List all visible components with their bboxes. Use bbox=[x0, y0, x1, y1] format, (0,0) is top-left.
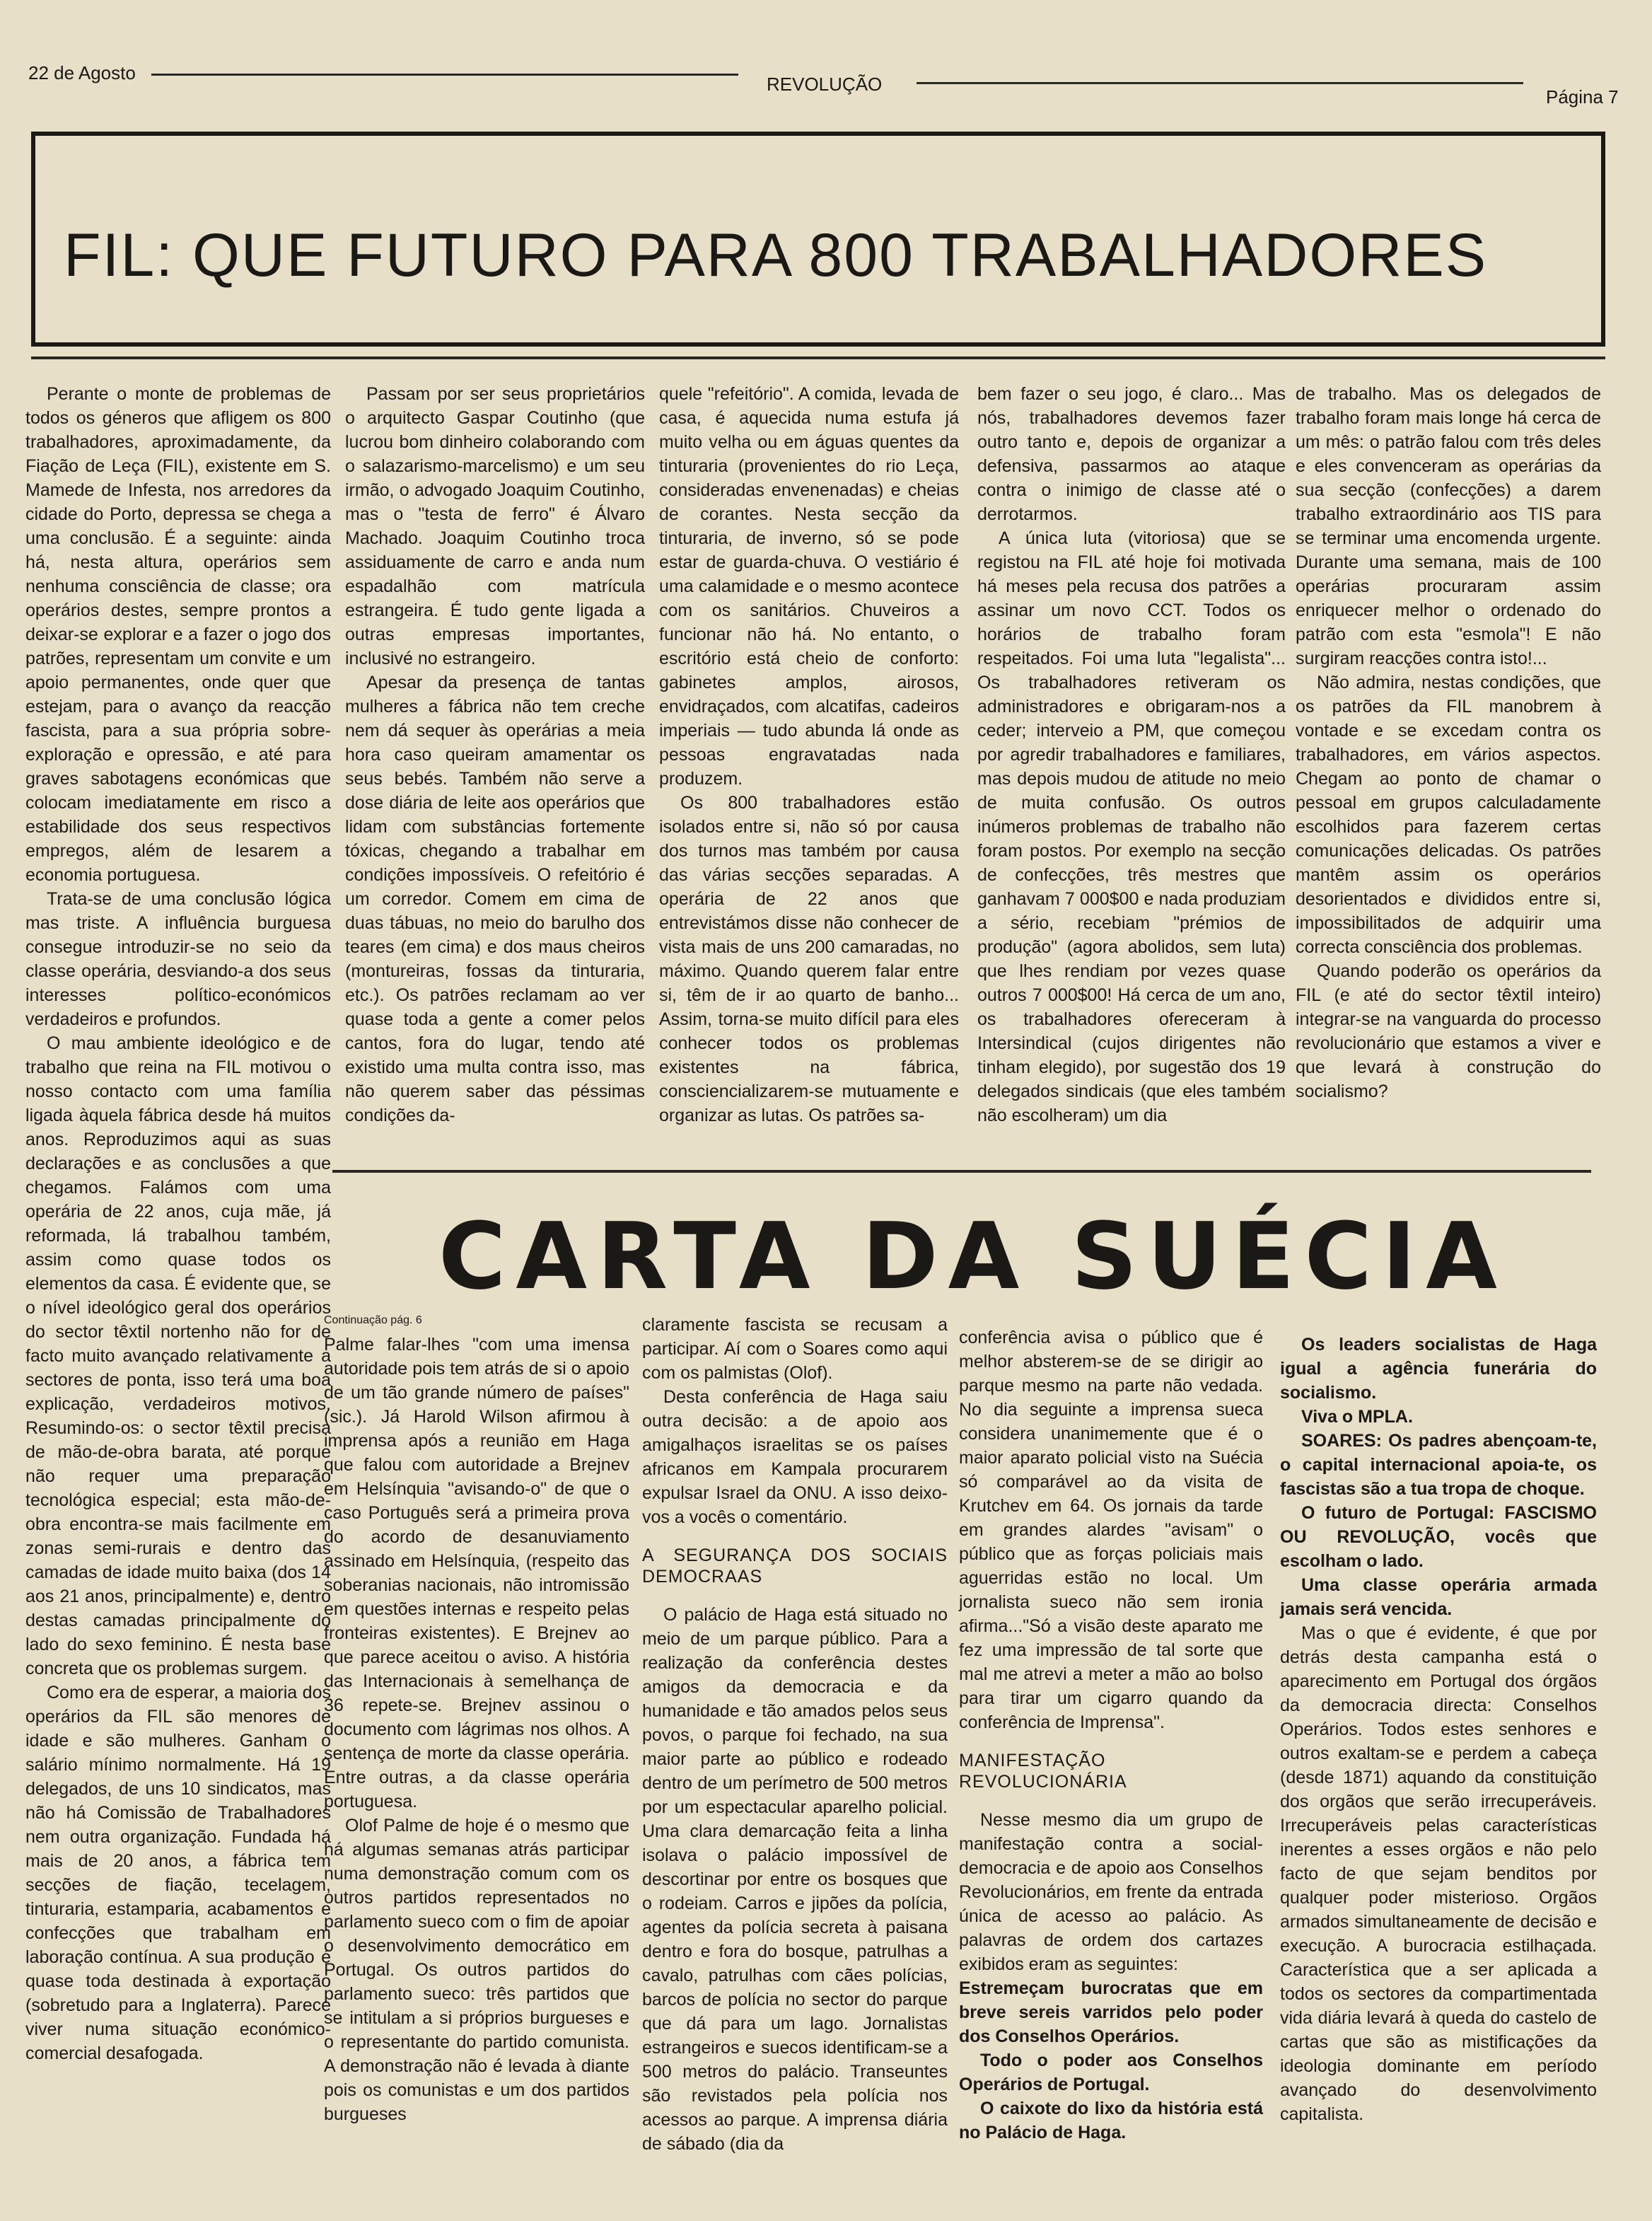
paragraph: Olof Palme de hoje é o mesmo que há algumas semanas atrás participar numa demonstração comum com os outros partidos representados no parlamento sueco com o fim de apoiar o desenvolvimento democrático em Portugal. Os outros partidos do parlamento sueco: três partidos que se intitulam a si próprios burgueses e o representante do partido comunista. A demonstração não é levada à diante pois os comunistas e um dos partidos burgueses bbox=[324, 1816, 629, 2124]
slogan: Todo o poder aos Conselhos Operários de Portugal. bbox=[959, 2051, 1263, 2094]
paragraph: Palme falar-lhes "com uma imensa autoridade pois tem atrás de si o apoio de um tão grande número de países" (sic.). Já Harold Wilson afirmou à imprensa após a reunião em Haga que falou com autoridade a Brejnev em Helsínquia "avisando-o" de que o caso Português será a primeira prova do acordo de desanuviamento assinado em Helsínquia, (respeito das soberanias nacionais, não intromissão em questões internas e respeito pelas fronteiras existentes). E Brejnev ao que parece aceitou o aviso. A história das Internacionais à semelhança de 36 repete-se. Brejnev assinou o documento com lágrimas nos olhos. A sentença de morte da classe operária. Entre outras, a da classe operária portuguesa. bbox=[324, 1335, 629, 1811]
slogan: O futuro de Portugal: FASCISMO OU REVOLUÇÃO, vocês que escolham o lado. bbox=[1280, 1503, 1597, 1571]
header-rule-right bbox=[917, 82, 1523, 84]
paragraph: Nesse mesmo dia um grupo de manifestação contra a social-democracia e de apoio aos Conselhos Revolucionários, em frente da entrada única de acesso ao palácio. As palavras de ordem dos cartazes exibidos eram as seguintes: bbox=[959, 1810, 1263, 1974]
paragraph: Trata-se de uma conclusão lógica mas triste. A influência burguesa consegue introduzir-se no seio da classe operária, desviando-a dos seus interesses político-económicos verdadeiros e profundos. bbox=[25, 889, 331, 1029]
article-column-2 bbox=[345, 382, 645, 1127]
issue-date: 22 de Agosto bbox=[28, 62, 136, 83]
carta-column-2 bbox=[642, 1313, 948, 2156]
slogan: Estremeçam burocratas que em breve sereis varridos pelo poder dos Conselhos Operários. bbox=[959, 1978, 1263, 2046]
header-rule-left bbox=[151, 74, 738, 76]
slogan: Os leaders socialistas de Haga igual a agência funerária do socialismo. bbox=[1280, 1335, 1597, 1403]
paragraph: Como era de esperar, a maioria dos operários da FIL são menores de idade e são mulheres. Ganham o salário mínimo normalmente. Há 19 delegados, de uns 10 sindicatos, mas não há Comissão de Trabalhadores nem outra organização. Fundada há mais de 20 anos, a fábrica tem secções de fiação, tecelagem, tinturaria, estamparia, acabamentos e confecções que trabalham em laboração contínua. A sua produção é quase toda destinada à exportação (sobretudo para a Inglaterra). Parece viver numa situação económico-comercial desafogada. bbox=[25, 1683, 331, 2063]
carta-column-4 bbox=[1280, 1333, 1597, 2126]
paragraph: Quando poderão os operários da FIL (e até do sector têxtil inteiro) integrar-se na vanguarda do processo revolucionário que estamos a viver e que levará à construção do socialismo? bbox=[1296, 961, 1601, 1101]
carta-column-1 bbox=[324, 1309, 629, 2126]
article-column-5 bbox=[1296, 382, 1601, 1103]
article-column-1 bbox=[25, 382, 331, 2065]
second-article-headline: CARTA DA SUÉCIA bbox=[438, 1202, 1507, 1310]
subheading: A SEGURANÇA DOS SOCIAIS DEMOCRAAS bbox=[642, 1546, 948, 1587]
paragraph: quele "refeitório". A comida, levada de casa, é aquecida numa estufa já muito velha ou em águas quentes da tinturaria (provenientes do rio Leça, consideradas envenenadas) e cheias de corantes. Nesta secção da tinturaria, de inverno, só se pode estar de guarda-chuva. O vestiário é uma calamidade e o mesmo acontece com os sanitários. Chuveiros a funcionar não há. No entanto, o escritório está cheio de conforto: gabinetes amplos, airosos, envidraçados, com alcatifas, cadeiros imperiais — tudo abunda lá onde as pessoas engravatadas nada produzem. bbox=[659, 384, 959, 789]
headline-underline bbox=[31, 356, 1605, 359]
paragraph: Os 800 trabalhadores estão isolados entre si, não só por causa dos turnos mas também por causa das várias secções separadas. A operária de 22 anos que entrevistámos disse não conhecer de vista mais de uns 200 camaradas, no máximo. Quando querem falar entre si, têm de ir ao quarto de banho... Assim, torna-se muito difícil para eles conhecer todos os problemas existentes na fábrica, consciencializarem-se mutuamente e organizar as lutas. Os patrões sa- bbox=[659, 793, 959, 1125]
section-divider bbox=[332, 1170, 1591, 1173]
paragraph: Apesar da presença de tantas mulheres a fábrica não tem creche nem dá sequer às operárias a meia hora caso queiram amamentar os seus bebés. Também não serve a dose diária de leite aos operários que lidam com substâncias fortemente tóxicas, chegando a trabalhar em condições impossíveis. O refeitório é um corredor. Comem em cima de duas tábuas, no meio do barulho dos teares (em cima) e dos maus cheiros (montureiras, fossas da tinturaria, etc.). Os patrões reclamam ao ver quase toda a gente a comer pelos cantos, fora do lugar, tendo até existido uma multa contra isso, mas não querem saber das péssimas condições da- bbox=[345, 673, 645, 1125]
slogan: O caixote do lixo da história está no Palácio de Haga. bbox=[959, 2099, 1263, 2142]
paragraph: O palácio de Haga está situado no meio de um parque público. Para a realização da conferência destes amigos da democracia e da humanidade e tão amados pelos seus povos, o parque foi fechado, na sua maior parte ao público e rodeado dentro de um perímetro de 500 metros por um espectacular aparelho policial. Uma clara demarcação feita a linha isolava o palácio impossível de descortinar por entre os bosques que o rodeiam. Carros e jipões da polícia, agentes da polícia secreta à paisana dentro e fora do bosque, patrulhas a cavalo, patrulhas com cães polícias, barcos de polícia no sector do parque que dá para um lago. Jornalistas estrangeiros e suecos identificam-se a 500 metros do palácio. Transeuntes são revistados pela polícia nos acessos ao parque. A imprensa diária de sábado (dia da bbox=[642, 1605, 948, 2154]
paragraph: Não admira, nestas condições, que os patrões da FIL manobrem à vontade e se excedam contra os trabalhadores, em vários aspectos. Chegam ao ponto de chamar o pessoal em grupos calculadamente escolhidos para fazerem certas comunicações delicadas. Os patrões mantêm assim os operários desorientados e divididos entre si, impossibilitados de adquirir uma correcta consciência dos problemas. bbox=[1296, 673, 1601, 957]
paragraph: O mau ambiente ideológico e de trabalho que reina na FIL motivou o nosso contacto com uma família ligada àquela fábrica desde há muitos anos. Reproduzimos aqui as suas declarações e as conclusões a que chegamos. Falámos com uma operária de 22 anos, cuja mãe, já reformada, lá trabalhou também, assim como quase todos os elementos da casa. É evidente que, se o nível ideológico geral dos operários do sector têxtil nortenho não for de facto muito avançado relativamente a sectores de ponta, isso terá uma boa explicação, verdadeiros motivos. Resumindo-os: o sector têxtil precisa de mão-de-obra barata, até porque não requer uma preparação tecnológica especial; esta mão-de-obra encontra-se mais facilmente em zonas semi-rurais e dentro das camadas de idade muito baixa (dos 14 aos 21 anos, principalmente) e, dentro destas camadas principalmente do lado do sexo feminino. É nesta base concreta que os problemas surgem. bbox=[25, 1033, 331, 1678]
article-column-3 bbox=[659, 382, 959, 1127]
page-number: Página 7 bbox=[1546, 86, 1619, 108]
paragraph: Desta conferência de Haga saiu outra decisão: a de apoio aos amigalhaços israelitas se os países africanos em Kampala procurarem expulsar Israel da ONU. A isso deixo-vos a vocês o comentário. bbox=[642, 1387, 948, 1527]
paragraph: Mas o que é evidente, é que por detrás desta campanha está o aparecimento em Portugal dos órgãos da democracia directa: Conselhos Operários. Todos estes senhores e outros exaltam-se e perdem a cabeça (desde 1871) aquando da constituição dos orgãos que serão irrecuperáveis. Irrecuperáveis pelas características inerentes a esses orgãos e não pelo facto de que sejam benditos por qualquer poder misterioso. Orgãos armados simultaneamente de decisão e execução. A burocracia estilhaçada. Característica que a ser aplicada a todos os sectores da compartimentada vida diária levará à queda do castelo de cartas que são as mistificações da ideologia dominante em período avançado do desenvolvimento capitalista. bbox=[1280, 1623, 1597, 2124]
paragraph: Passam por ser seus proprietários o arquitecto Gaspar Coutinho (que lucrou bom dinheiro colaborando com o salazarismo-marcelismo) e um seu irmão, o advogado Joaquim Coutinho, mas o "testa de ferro" é Álvaro Machado. Joaquim Coutinho troca assiduamente de carro e anda num espadalhão com matrícula estrangeira. É tudo gente ligada a outras empresas importantes, inclusivé no estrangeiro. bbox=[345, 384, 645, 668]
paragraph: A única luta (vitoriosa) que se registou na FIL até hoje foi motivada há meses pela recusa dos patrões a assinar um novo CCT. Todos os horários de trabalho foram respeitados. Foi uma luta "legalista"... Os trabalhadores retiveram os administradores e obrigaram-nos a ceder; interveio a PM, que começou por agredir trabalhadores e familiares, mas depois mudou de atitude no meio de muita confusão. Os outros inúmeros problemas de trabalho não foram postos. Por exemplo na secção de confecções, três mestres que ganhavam 7 000$00 e nada produziam a sério, recebiam "prémios de produção" (agora abolidos, sem luta) que lhes rendiam por vezes quase outros 7 000$00! Há cerca de um ano, os trabalhadores ofereceram à Intersindical (cujos dirigentes não tinham elegido), por sugestão dos 19 delegados sindicais (que eles também não escolheram) um dia bbox=[977, 528, 1286, 1125]
newspaper-name: REVOLUÇÃO bbox=[767, 74, 883, 95]
paragraph: bem fazer o seu jogo, é claro... Mas nós, trabalhadores devemos fazer outro tanto e, depois de organizar a defensiva, passarmos ao ataque contra o inimigo de classe até o derrotarmos. bbox=[977, 384, 1286, 524]
paragraph: claramente fascista se recusam a participar. Aí com o Soares como aqui com os palmistas (Olof). bbox=[642, 1315, 948, 1383]
paragraph: Perante o monte de problemas de todos os géneros que afligem os 800 trabalhadores, aproximadamente, da Fiação de Leça (FIL), existente em S. Mamede de Infesta, nos arredores da cidade do Porto, depressa se chega a uma conclusão. É a seguinte: ainda há, nesta altura, operários sem nenhuma consciência de classe; ora operários destes, sempre prontos a deixar-se explorar e a fazer o jogo dos patrões, representam um convite e um apoio permanentes, onde quer que estejam, para o avanço da reacção fascista, para a sua própria sobre-exploração e opressão, e até para graves sabotagens económicas que colocam imediatamente em risco a estabilidade dos seus respectivos empregos, além de lesarem a economia portuguesa. bbox=[25, 384, 331, 885]
continuation-note: Continuação pág. 6 bbox=[324, 1314, 422, 1326]
slogan: Viva o MPLA. bbox=[1301, 1407, 1413, 1427]
paragraph: conferência avisa o público que é melhor absterem-se de se dirigir ao parque mesmo na parte não vedada. No dia seguinte a imprensa sueca considera unanimemente que é o maior aparato policial visto na Suécia só comparável ao da visita de Krutchev em 64. Os jornais da tarde em grandes alardes "avisam" o público que as forças policiais mais aguerridas estão no local. Um jornalista sueco não sem ironia afirma..."Só a visão deste aparato me fez uma impressão de tal sorte que mal me atrevi a meter a mão ao bolso para tirar um cigarro quando da conferência de Imprensa". bbox=[959, 1328, 1263, 1732]
headline-box bbox=[31, 132, 1605, 347]
article-column-4 bbox=[977, 382, 1286, 1127]
subheading: MANIFESTAÇÃO REVOLUCIONÁRIA bbox=[959, 1751, 1127, 1792]
carta-column-3 bbox=[959, 1326, 1263, 2145]
paragraph: de trabalho. Mas os delegados de trabalho foram mais longe há cerca de um mês: o patrão falou com três deles e eles convenceram as operárias da sua secção (confecções) a darem trabalho extraordinário aos TIS para se terminar uma encomenda urgente. Durante uma semana, mais de 100 operárias procuraram assim enriquecer melhor o ordenado do patrão com esta "esmola"! E não surgiram reacções contra isto!... bbox=[1296, 384, 1601, 668]
slogan: Uma classe operária armada jamais será vencida. bbox=[1280, 1575, 1597, 1619]
slogan: SOARES: Os padres abençoam-te, o capital internacional apoia-te, os fascistas são a tua tropa de choque. bbox=[1280, 1431, 1597, 1499]
article-headline: FIL: QUE FUTURO PARA 800 TRABALHADORES bbox=[64, 221, 1488, 289]
